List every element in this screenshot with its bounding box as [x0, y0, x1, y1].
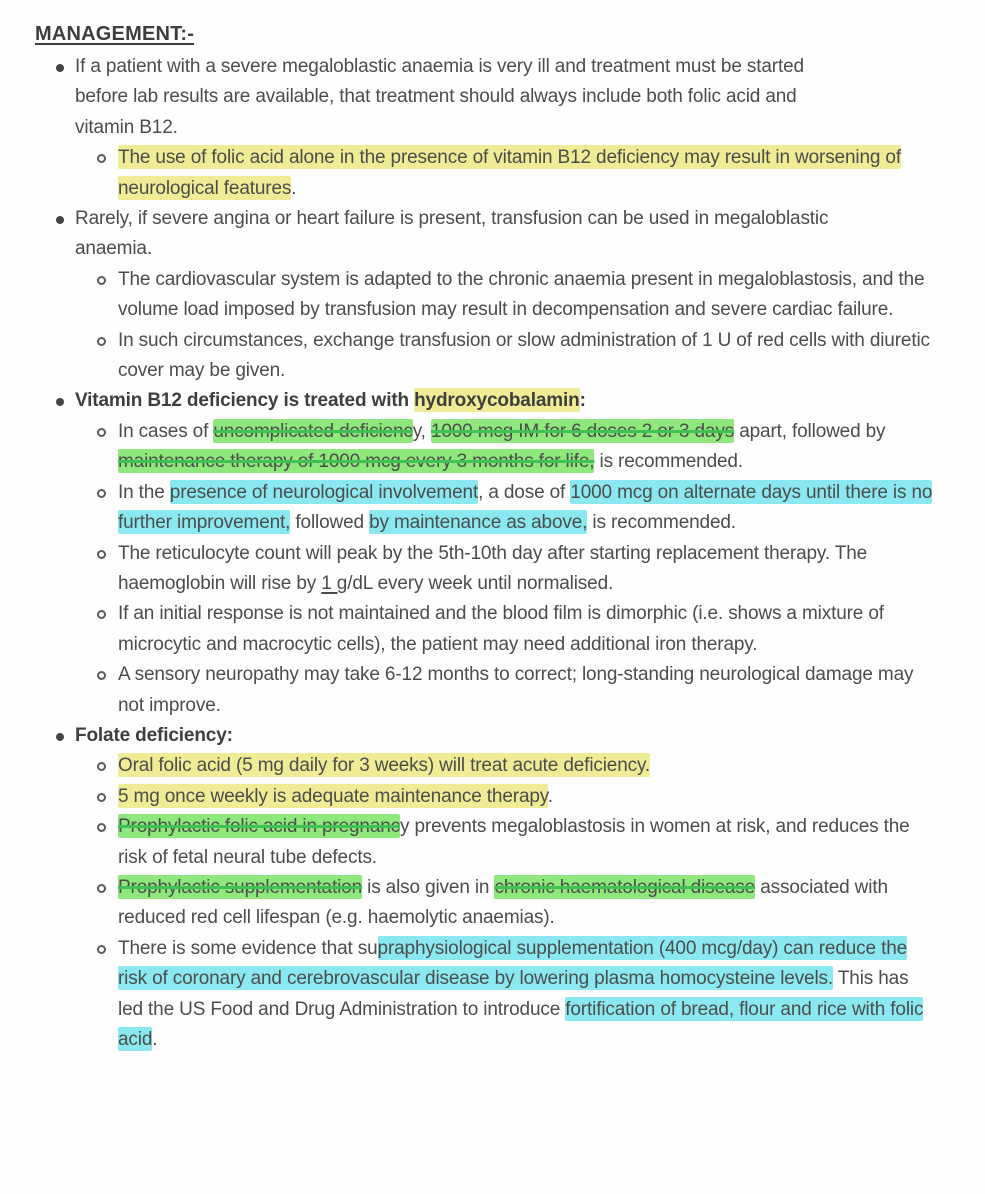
highlighted-text-cyan: fortification of bread, flour and rice with folic acid: [118, 998, 924, 1050]
hollow-bullet-icon: [97, 154, 106, 163]
hollow-bullet-icon: [97, 428, 106, 437]
list-item: [0, 204, 985, 265]
highlighted-text-cyan: praphysiological supplementation (400 mcg/day) can reduce the risk of coronary and cerebrovascular disease by lowering plasma homocysteine levels.: [118, 937, 908, 990]
text-segment: In the: [118, 481, 170, 503]
highlighted-text-yellow: 5 mg once weekly is adequate maintenance therapy: [118, 785, 548, 807]
sub-list-item: [0, 782, 985, 812]
hollow-bullet-icon: [97, 276, 106, 285]
list-item-text: [118, 782, 553, 812]
bullet-gutter: [0, 539, 118, 559]
text-segment: This has led the US Food and Drug Administration to introduce: [118, 968, 909, 1020]
bullet-gutter: [0, 782, 118, 802]
hollow-bullet-icon: [97, 762, 106, 771]
text-segment: associated with reduced red cell lifespan (e.g. haemolytic anaemias).: [118, 876, 888, 929]
bullet-gutter: [0, 721, 75, 741]
highlighted-text-yellow: hydroxycobalamin: [414, 390, 580, 412]
solid-bullet-icon: [56, 733, 64, 741]
solid-bullet-icon: [56, 216, 64, 224]
hollow-bullet-icon: [97, 550, 106, 559]
text-segment: followed: [290, 512, 370, 534]
sub-list-item: [0, 539, 985, 600]
text-segment: /dL every week until normalised.: [347, 572, 614, 594]
list-item-text: [75, 204, 857, 265]
text-segment: :: [579, 390, 586, 412]
hollow-bullet-icon: [97, 337, 106, 346]
solid-bullet-icon: [56, 398, 64, 406]
sub-list-item: [0, 812, 985, 873]
highlighted-text-cyan: presence of neurological involvement: [169, 481, 479, 503]
highlighted-text-green: Prophylactic supplementation: [118, 876, 362, 898]
highlighted-text-green: maintenance therapy of 1000 mcg every 3 months for life,: [118, 451, 595, 473]
bullet-gutter: [0, 204, 75, 224]
sub-list-item: [0, 478, 985, 539]
list-item-text: [118, 478, 933, 539]
hollow-bullet-icon: [97, 793, 106, 802]
list-item-text: [118, 599, 933, 660]
bullet-gutter: [0, 478, 118, 498]
list-item-text: [118, 326, 933, 387]
text-segment: .: [291, 177, 297, 199]
sub-list-item: [0, 326, 985, 387]
text-segment: 1 g: [321, 572, 348, 594]
highlighted-text-green: chronic haematological disease: [494, 876, 756, 898]
bullet-gutter: [0, 386, 75, 406]
list-item-text: [118, 539, 933, 600]
text-segment: .: [547, 785, 553, 807]
list-item-text: [118, 660, 933, 721]
hollow-bullet-icon: [97, 610, 106, 619]
text-segment: Vitamin B12 deficiency is treated with: [75, 390, 415, 412]
list-item-text: [75, 386, 586, 416]
bullet-gutter: [0, 143, 118, 163]
highlighted-text-cyan: 1000 mcg on alternate days until there is no further improvement,: [118, 481, 933, 534]
text-segment: .: [152, 1029, 158, 1050]
sub-list-item: [0, 751, 985, 781]
solid-bullet-icon: [56, 64, 64, 72]
sub-list-item: [0, 873, 985, 934]
text-segment: If an initial response is not maintained and the blood film is dimorphic (i.e. shows a mixture of microcytic and macrocytic cells), the patient may need additional iron therapy.: [118, 603, 884, 655]
text-segment: The reticulocyte count will peak by the 5th-10th day after starting replacement therapy. The haemoglobin will rise by: [118, 542, 868, 594]
text-segment: y,: [412, 420, 431, 442]
bullet-gutter: [0, 934, 118, 954]
bullet-gutter: [0, 660, 118, 680]
list-item: [0, 721, 985, 751]
list-item: [0, 52, 985, 143]
hollow-bullet-icon: [97, 884, 106, 893]
highlighted-text-yellow: The use of folic acid alone in the presence of vitamin B12 deficiency may result in worsening of neurological features: [118, 147, 901, 199]
text-segment: apart, followed by: [734, 420, 886, 442]
hollow-bullet-icon: [97, 945, 106, 954]
sub-list-item: [0, 265, 985, 326]
bullet-gutter: [0, 265, 118, 285]
list-item-text: [75, 52, 857, 143]
bullet-gutter: [0, 873, 118, 893]
bullet-gutter: [0, 812, 118, 832]
list-item-text: [118, 873, 933, 934]
text-segment: In cases of: [118, 420, 214, 442]
bullet-gutter: [0, 417, 118, 437]
list-item: [0, 386, 985, 416]
sub-list-item: [0, 934, 985, 1056]
highlighted-text-yellow: Oral folic acid (5 mg daily for 3 weeks) will treat acute deficiency.: [118, 755, 651, 777]
bullet-gutter: [0, 751, 118, 771]
text-segment: is recommended.: [587, 512, 736, 534]
list-item-text: [118, 417, 933, 478]
text-segment: Rarely, if severe angina or heart failure is present, transfusion can be used in megaloblastic anaemia.: [75, 208, 829, 260]
text-segment: Folate deficiency:: [75, 724, 233, 746]
list-item-text: [118, 265, 933, 326]
text-segment: There is some evidence that su: [118, 937, 378, 959]
sub-list-item: [0, 143, 985, 204]
text-segment: A sensory neuropathy may take 6-12 months to correct; long-standing neurological damage may not improve.: [118, 664, 914, 716]
text-segment: is recommended.: [594, 451, 743, 473]
highlighted-text-green: 1000 mcg IM for 6 doses 2 or 3 days: [430, 420, 735, 442]
highlighted-text-cyan: by maintenance as above,: [369, 512, 588, 534]
bullet-gutter: [0, 52, 75, 72]
text-segment: The cardiovascular system is adapted to the chronic anaemia present in megaloblastosis, and the volume load imposed by transfusion may result in decompensation and severe cardiac failure.: [118, 268, 925, 321]
hollow-bullet-icon: [97, 823, 106, 832]
sub-list-item: [0, 660, 985, 721]
list-item-text: [118, 751, 650, 781]
list-item-text: [118, 934, 933, 1056]
notes-list: [0, 52, 985, 1055]
page-title: MANAGEMENT:-: [35, 23, 195, 45]
text-segment: In such circumstances, exchange transfusion or slow administration of 1 U of red cells with diuretic cover may be given.: [118, 329, 930, 382]
hollow-bullet-icon: [97, 671, 106, 680]
hollow-bullet-icon: [97, 489, 106, 498]
bullet-gutter: [0, 599, 118, 619]
text-segment: is also given in: [362, 876, 495, 898]
bullet-gutter: [0, 326, 118, 346]
highlighted-text-green: Prophylactic folic acid in pregnanc: [118, 816, 401, 838]
text-segment: y prevents megaloblastosis in women at risk, and reduces the risk of fetal neural tube defects.: [118, 816, 910, 868]
list-item-text: [118, 143, 933, 204]
sub-list-item: [0, 599, 985, 660]
list-item-text: [75, 721, 233, 751]
highlighted-text-green: uncomplicated deficienc: [213, 420, 413, 442]
text-segment: , a dose of: [478, 481, 571, 503]
text-segment: If a patient with a severe megaloblastic anaemia is very ill and treatment must be started before lab results are available, that treatment should always include both folic acid and vitamin B12.: [75, 56, 804, 138]
list-item-text: [118, 812, 933, 873]
sub-list-item: [0, 417, 985, 478]
